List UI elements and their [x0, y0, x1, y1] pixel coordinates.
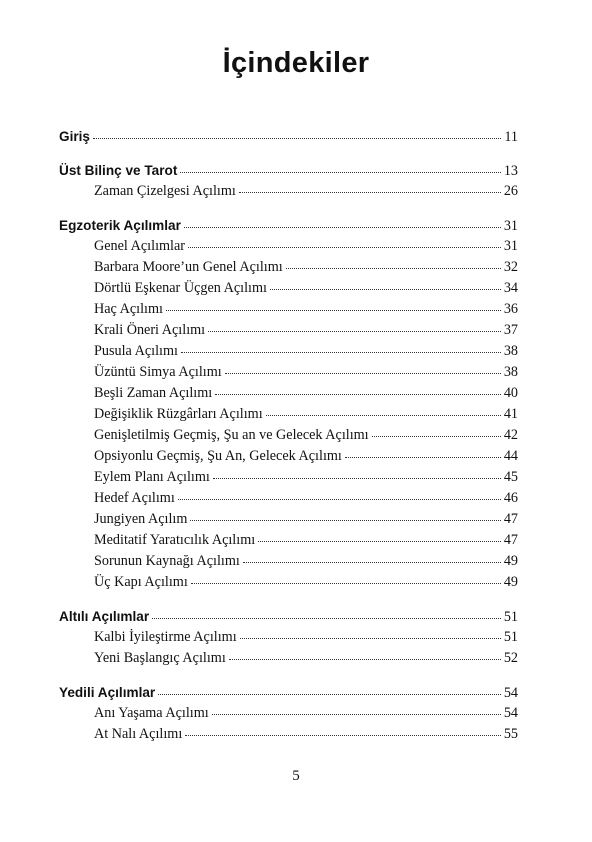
dot-leader: [266, 415, 501, 416]
toc-entry-title: Genel Açılımlar: [94, 238, 186, 254]
toc-entry-title: Değişiklik Rüzgârları Açılımı: [94, 406, 263, 422]
toc-entry-title: Opsiyonlu Geçmiş, Şu An, Gelecek Açılımı: [94, 448, 342, 464]
toc-entry[interactable]: [59, 341, 518, 362]
toc-section: [59, 682, 518, 745]
toc-entry-page: 36: [503, 301, 518, 317]
toc-entry-page: 52: [503, 650, 518, 666]
toc-entry[interactable]: [59, 703, 518, 724]
toc-entry-page: 38: [503, 343, 518, 359]
toc-entry[interactable]: [59, 278, 518, 299]
dot-leader: [215, 394, 501, 395]
dot-leader: [190, 520, 500, 521]
toc-entry-page: 26: [503, 183, 518, 199]
dot-leader: [158, 694, 501, 695]
toc-entry-title: At Nalı Açılımı: [94, 726, 183, 742]
dot-leader: [184, 227, 501, 228]
toc-entry[interactable]: [59, 362, 518, 383]
dot-leader: [213, 478, 501, 479]
toc-entry[interactable]: [59, 467, 518, 488]
toc-entry-title: Beşli Zaman Açılımı: [94, 385, 213, 401]
page-number: 5: [292, 768, 300, 784]
toc-entry[interactable]: [59, 425, 518, 446]
toc-entry-page: 47: [503, 532, 518, 548]
dot-leader: [180, 172, 500, 173]
toc-entry-page: 41: [503, 406, 518, 422]
dot-leader: [191, 583, 501, 584]
dot-leader: [178, 499, 501, 500]
toc-entry[interactable]: [59, 181, 518, 202]
toc-entry-page: 54: [503, 705, 518, 721]
toc-entry-title: Altılı Açılımlar: [59, 609, 150, 624]
toc-entry-page: 11: [504, 129, 518, 145]
toc-entry-page: 37: [503, 322, 518, 338]
toc-entry[interactable]: [59, 551, 518, 572]
dot-leader: [243, 562, 501, 563]
dot-leader: [372, 436, 501, 437]
toc-entry-page: 40: [503, 385, 518, 401]
toc-section-heading[interactable]: [59, 606, 518, 627]
dot-leader: [286, 268, 501, 269]
toc-entry-title: Anı Yaşama Açılımı: [94, 705, 209, 721]
toc-entry-page: 45: [503, 469, 518, 485]
dot-leader: [258, 541, 501, 542]
toc-entry-title: Üzüntü Simya Açılımı: [94, 364, 222, 380]
table-of-contents: [59, 126, 518, 758]
toc-entry-title: Barbara Moore’un Genel Açılımı: [94, 259, 283, 275]
toc-entry-title: Dörtlü Eşkenar Üçgen Açılımı: [94, 280, 267, 296]
toc-entry-title: Üst Bilinç ve Tarot: [59, 163, 178, 178]
toc-section: [59, 160, 518, 202]
toc-entry[interactable]: [59, 488, 518, 509]
toc-entry[interactable]: [59, 257, 518, 278]
toc-entry-title: Sorunun Kaynağı Açılımı: [94, 553, 240, 569]
dot-leader: [270, 289, 501, 290]
dot-leader: [166, 310, 501, 311]
toc-entry-title: Zaman Çizelgesi Açılımı: [94, 183, 236, 199]
toc-entry-title: Yeni Başlangıç Açılımı: [94, 650, 226, 666]
toc-entry-page: 31: [503, 238, 518, 254]
toc-entry[interactable]: [59, 648, 518, 669]
toc-entry-title: Krali Öneri Açılımı: [94, 322, 206, 338]
toc-entry-page: 44: [503, 448, 518, 464]
toc-entry[interactable]: [59, 320, 518, 341]
toc-entry[interactable]: [59, 627, 518, 648]
toc-entry[interactable]: [59, 724, 518, 745]
toc-entry-title: Pusula Açılımı: [94, 343, 178, 359]
toc-entry-title: Giriş: [59, 129, 90, 144]
toc-entry-page: 38: [503, 364, 518, 380]
toc-entry-page: 49: [503, 553, 518, 569]
toc-entry[interactable]: [59, 530, 518, 551]
toc-entry-title: Meditatif Yaratıcılık Açılımı: [94, 532, 256, 548]
dot-leader: [188, 247, 501, 248]
toc-entry-title: Haç Açılımı: [94, 301, 163, 317]
dot-leader: [185, 735, 501, 736]
toc-entry[interactable]: [59, 572, 518, 593]
toc-entry-title: Genişletilmiş Geçmiş, Şu an ve Gelecek Açılımı: [94, 427, 369, 443]
toc-entry[interactable]: [59, 446, 518, 467]
toc-entry[interactable]: [59, 404, 518, 425]
toc-section: [59, 606, 518, 669]
toc-entry-title: Egzoterik Açılımlar: [59, 218, 181, 233]
toc-entry-title: Kalbi İyileştirme Açılımı: [94, 629, 237, 645]
dot-leader: [181, 352, 501, 353]
dot-leader: [225, 373, 501, 374]
toc-entry-title: Eylem Planı Açılımı: [94, 469, 210, 485]
toc-section: [59, 126, 518, 147]
toc-section-heading[interactable]: [59, 160, 518, 181]
toc-entry-title: Jungiyen Açılım: [94, 511, 188, 527]
dot-leader: [239, 192, 501, 193]
dot-leader: [229, 659, 501, 660]
toc-entry-title: Üç Kapı Açılımı: [94, 574, 188, 590]
toc-entry-page: 34: [503, 280, 518, 296]
toc-entry-page: 49: [503, 574, 518, 590]
toc-section: [59, 215, 518, 593]
toc-entry[interactable]: [59, 299, 518, 320]
toc-entry-page: 54: [503, 685, 518, 701]
toc-entry[interactable]: [59, 236, 518, 257]
page-title: İçindekiler: [222, 47, 370, 79]
dot-leader: [345, 457, 501, 458]
dot-leader: [152, 618, 501, 619]
toc-entry-page: 42: [503, 427, 518, 443]
toc-entry[interactable]: [59, 509, 518, 530]
toc-section-heading[interactable]: [59, 215, 518, 236]
toc-entry-page: 13: [503, 163, 518, 179]
toc-entry-title: Yedili Açılımlar: [59, 685, 156, 700]
toc-entry-page: 47: [503, 511, 518, 527]
toc-entry-title: Hedef Açılımı: [94, 490, 175, 506]
dot-leader: [93, 138, 501, 139]
toc-entry-page: 51: [503, 609, 518, 625]
toc-entry-page: 32: [503, 259, 518, 275]
dot-leader: [208, 331, 501, 332]
dot-leader: [212, 714, 501, 715]
dot-leader: [240, 638, 501, 639]
toc-entry-page: 46: [503, 490, 518, 506]
toc-entry-page: 51: [503, 629, 518, 645]
toc-entry-page: 55: [503, 726, 518, 742]
toc-section-heading[interactable]: [59, 682, 518, 703]
toc-section-heading[interactable]: [59, 126, 518, 147]
toc-entry-page: 31: [503, 218, 518, 234]
toc-entry[interactable]: [59, 383, 518, 404]
